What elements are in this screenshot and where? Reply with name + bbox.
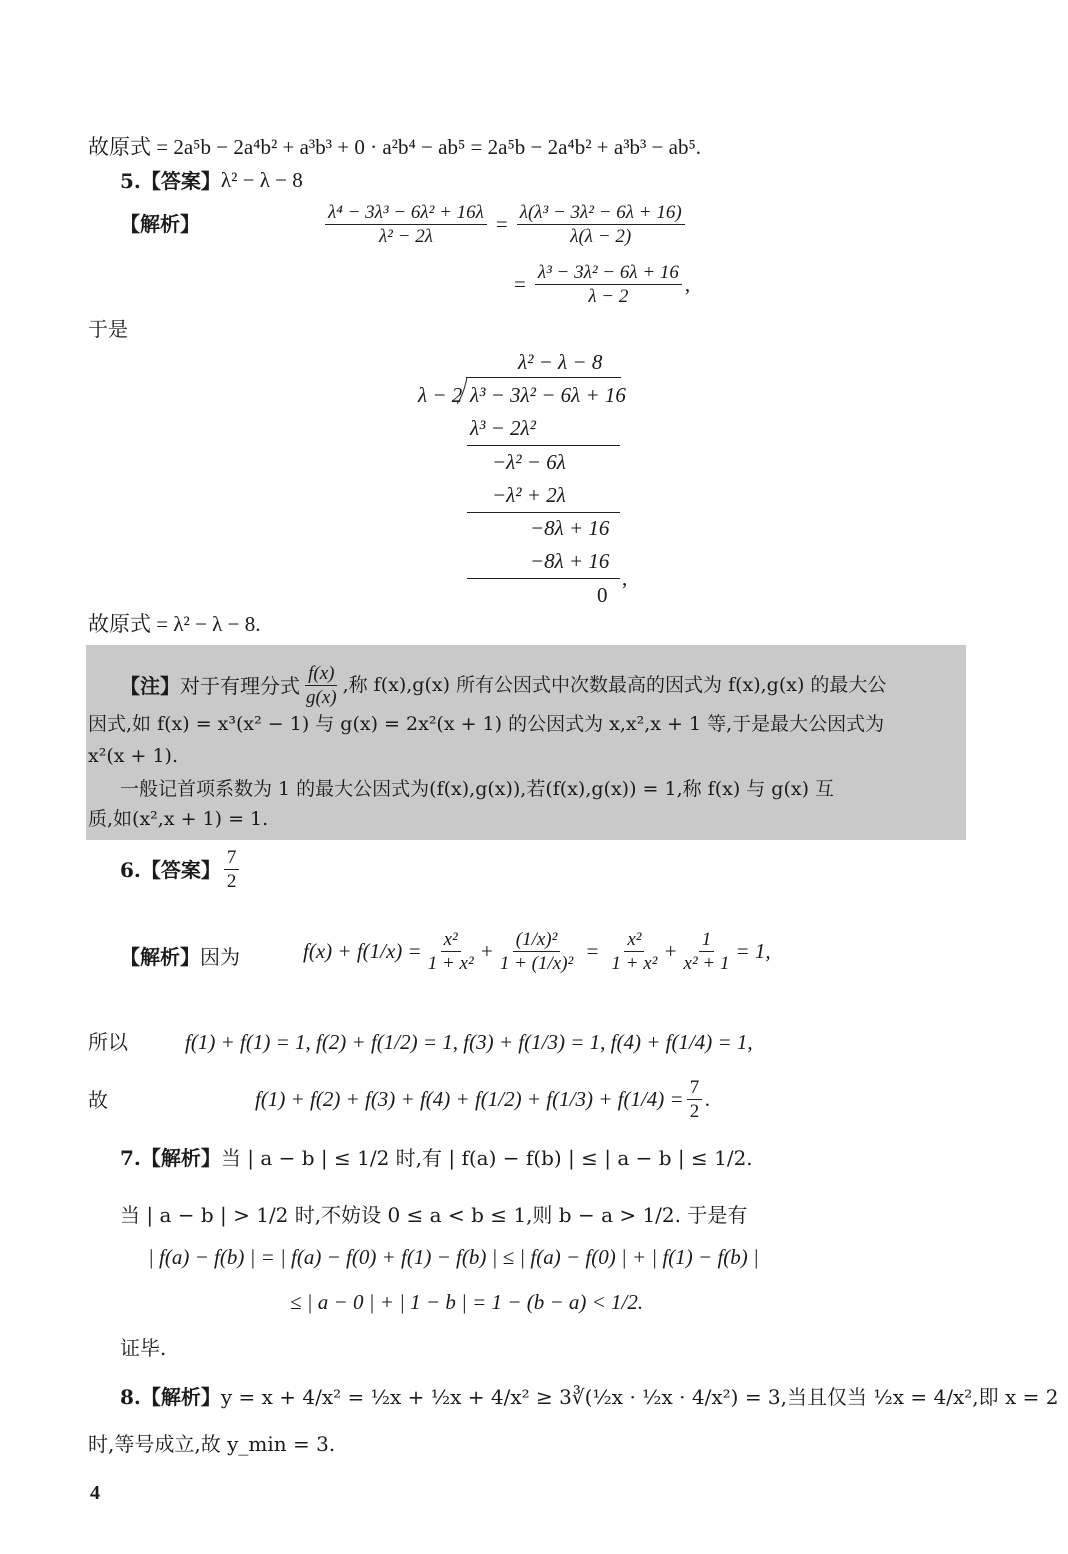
question-number: 7. [120, 1146, 141, 1170]
q5-equation-2 [508, 263, 690, 306]
denominator: 1 + x² [611, 953, 658, 974]
q6-analysis [120, 947, 240, 967]
q8-line-2: 时,等号成立,故 y_min = 3. [88, 1432, 336, 1456]
numerator: λ(λ³ − 3λ² − 6λ + 16) [517, 203, 685, 225]
denominator: 1 + x² [427, 953, 474, 974]
gu-text: 故 [88, 1088, 108, 1112]
numerator: x² [624, 930, 644, 952]
period: . [705, 1087, 711, 1111]
note-line-3: x²(x + 1). [88, 745, 178, 767]
analysis-tag: 【解析】 [120, 212, 200, 236]
page-number: 4 [90, 1482, 100, 1504]
division-line [467, 578, 620, 579]
equals: = [585, 939, 600, 963]
expr: f(1) + f(2) + f(3) + f(4) + f(1/2) + f(1/3) + f(1/4) = [255, 1087, 684, 1111]
q8-text: y = x + 4/x² = ½x + ½x + 4/x² ≥ 3∛(½x · ½x · 4/x²) = 3,当且仅当 ½x = 4/x²,即 x = 2 [220, 1385, 1059, 1409]
fraction [497, 930, 576, 973]
numerator: λ⁴ − 3λ³ − 6λ² + 16λ [325, 203, 487, 225]
numerator: x² [441, 930, 461, 952]
analysis-tag: 【解析】 [140, 1146, 221, 1170]
q6-equation-3 [255, 1078, 710, 1121]
q7-line-1 [120, 1148, 753, 1168]
numerator: λ³ − 3λ² − 6λ + 16 [535, 263, 682, 285]
division-step: −8λ + 16 [530, 549, 610, 573]
plus: + [479, 939, 494, 963]
note-line-4: 一般记首项系数为 1 的最大公因式为(f(x),g(x)),若(f(x),g(x)) = 1,称 f(x) 与 g(x) 互 [120, 778, 835, 800]
note-text: ,称 f(x),g(x) 所有公因式中次数最高的因式为 f(x),g(x) 的最大公 [342, 674, 887, 696]
q5-conclusion: 故原式 = λ² − λ − 8. [88, 612, 261, 636]
expr: = 1, [735, 939, 771, 963]
numerator: (1/x)² [513, 930, 561, 952]
comma: , [622, 566, 628, 590]
equals: = [495, 212, 508, 236]
fraction [681, 930, 733, 973]
fraction [425, 930, 477, 973]
expr: f(x) + f(1/x) = [303, 939, 422, 963]
denominator: 2 [226, 871, 237, 892]
question-number: 5. [120, 168, 141, 193]
line-original-expression: 故原式 = 2a⁵b − 2a⁴b² + a³b³ + 0 · a²b⁴ − ab⁵ = 2a⁵b − 2a⁴b² + a³b³ − ab⁵. [88, 135, 702, 159]
division-step: −8λ + 16 [530, 516, 610, 540]
fraction [224, 848, 240, 891]
denominator: λ(λ − 2) [570, 226, 632, 247]
note-text: 对于有理分式 [180, 673, 300, 698]
q8-line-1 [120, 1387, 1058, 1407]
q5-equation-1 [322, 203, 688, 246]
division-bar [466, 377, 621, 378]
fraction [303, 664, 340, 707]
answer-value: λ² − λ − 8 [220, 168, 303, 192]
note-line-5: 质,如(x²,x + 1) = 1. [88, 808, 269, 830]
q7-line-5: 证毕. [120, 1336, 167, 1360]
note-line-2: 因式,如 f(x) = x³(x² − 1) 与 g(x) = 2x²(x + 1) 的公因式为 x,x²,x + 1 等,于是最大公因式为 [88, 713, 885, 735]
denominator: 2 [689, 1101, 700, 1122]
q6-equation-1 [303, 930, 771, 973]
denominator: λ² − 2λ [378, 226, 433, 247]
denominator: x² + 1 [683, 953, 730, 974]
answer-tag: 【答案】 [140, 168, 221, 193]
numerator: 7 [687, 1078, 703, 1100]
division-line [467, 512, 620, 513]
division-step: λ³ − 2λ² [470, 416, 536, 440]
analysis-tag: 【解析】 [120, 945, 200, 969]
q7-line-2: 当 | a − b | > 1/2 时,不妨设 0 ≤ a < b ≤ 1,则 b − a > 1/2. 于是有 [120, 1203, 748, 1227]
division-step: −λ² − 6λ [492, 450, 566, 474]
note-line-1 [120, 664, 886, 707]
fraction [325, 203, 487, 246]
q5-answer [120, 170, 303, 191]
numerator: f(x) [305, 664, 337, 686]
fraction [535, 263, 682, 306]
fraction [517, 203, 685, 246]
division-bracket [456, 376, 470, 406]
fraction [687, 1078, 703, 1121]
division-remainder: 0 [597, 583, 608, 607]
yushi-text: 于是 [88, 317, 128, 341]
note-tag: 【注】 [120, 673, 180, 698]
division-dividend: λ³ − 3λ² − 6λ + 16 [470, 383, 626, 407]
question-number: 6. [120, 857, 141, 882]
answer-tag: 【答案】 [140, 857, 221, 882]
numerator: 1 [699, 930, 715, 952]
suoyi-text: 所以 [88, 1030, 128, 1054]
q7-line-4: ≤ | a − 0 | + | 1 − b | = 1 − (b − a) < 1/2. [290, 1290, 644, 1314]
fraction [608, 930, 660, 973]
division-step: −λ² + 2λ [492, 483, 566, 507]
question-number: 8. [120, 1385, 141, 1409]
equals: = [514, 272, 526, 296]
numerator: 7 [224, 848, 240, 870]
q7-text: 当 | a − b | ≤ 1/2 时,有 | f(a) − f(b) | ≤ | a − b | ≤ 1/2. [220, 1146, 753, 1170]
analysis-tag: 【解析】 [140, 1385, 221, 1409]
division-divisor: λ − 2 [418, 383, 463, 407]
q6-answer [120, 848, 242, 891]
division-quotient: λ² − λ − 8 [518, 350, 603, 374]
denominator: λ − 2 [588, 286, 629, 307]
because-text: 因为 [200, 945, 240, 969]
denominator: g(x) [306, 687, 337, 708]
q7-line-3: | f(a) − f(b) | = | f(a) − f(0) + f(1) − f(b) | ≤ | f(a) − f(0) | + | f(1) − f(b) | [148, 1245, 759, 1269]
plus: + [663, 939, 678, 963]
comma: , [684, 272, 691, 296]
division-line [467, 445, 620, 446]
q6-equation-2: f(1) + f(1) = 1, f(2) + f(1/2) = 1, f(3) + f(1/3) = 1, f(4) + f(1/4) = 1, [185, 1030, 753, 1054]
denominator: 1 + (1/x)² [499, 953, 574, 974]
